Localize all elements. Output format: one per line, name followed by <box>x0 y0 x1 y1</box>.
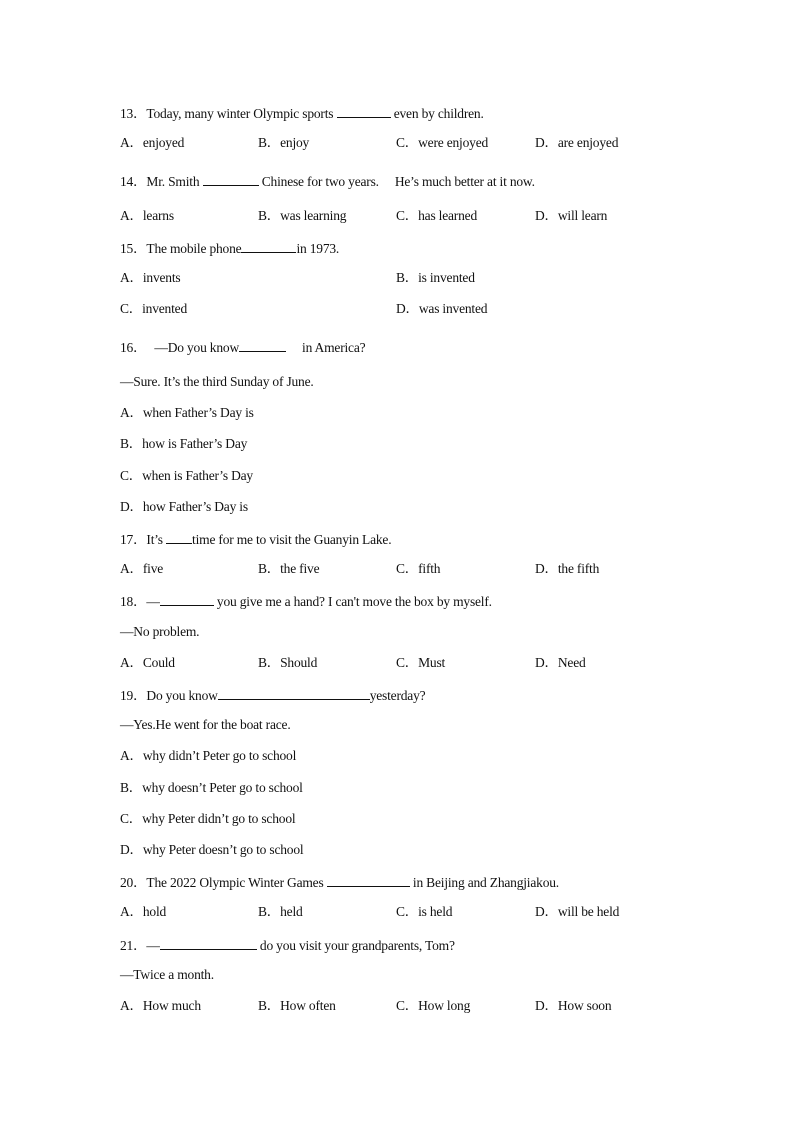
options-15-row1 <box>120 270 674 286</box>
question-number: 21． <box>120 938 147 953</box>
option-d[interactable]: D．are enjoyed <box>535 135 619 150</box>
answer-blank <box>160 936 257 950</box>
dash: — <box>146 938 160 953</box>
question-17 <box>120 530 391 548</box>
question-text: The mobile phone <box>146 241 242 256</box>
question-number: 19． <box>120 688 147 703</box>
question-text: in 1973. <box>296 241 340 256</box>
question-text: yesterday? <box>369 688 426 703</box>
question-14 <box>120 172 535 190</box>
question-text: time for me to visit the Guanyin Lake. <box>192 532 392 547</box>
dialogue-reply: —Yes.He went for the boat race. <box>120 717 291 732</box>
answer-blank <box>327 873 410 887</box>
answer-blank <box>241 239 296 253</box>
option-d[interactable]: D．Need <box>535 655 586 670</box>
option-a[interactable]: A．invents <box>120 270 181 285</box>
options-13 <box>120 135 674 151</box>
question-text: do you visit your grandparents, Tom? <box>259 938 455 953</box>
dialogue-reply: —No problem. <box>120 624 200 639</box>
question-text: The 2022 Olympic Winter Games <box>146 875 324 890</box>
option-b[interactable]: B．is invented <box>396 270 475 285</box>
question-text: you give me a hand? I can't move the box by myself. <box>216 594 492 609</box>
option-a[interactable]: A．five <box>120 561 164 576</box>
question-text: Chinese for two years. <box>261 174 379 189</box>
question-number: 17． <box>120 532 147 547</box>
question-20 <box>120 873 559 891</box>
option-d[interactable]: D．will be held <box>535 904 620 919</box>
options-15-row2 <box>120 301 674 317</box>
question-text: —Do you know <box>154 340 240 355</box>
question-number: 20． <box>120 875 147 890</box>
question-text: in America? <box>302 340 366 355</box>
answer-blank <box>218 686 370 700</box>
question-text: It’s <box>146 532 163 547</box>
answer-blank <box>239 338 286 352</box>
option-b[interactable]: B．how is Father’s Day <box>120 436 248 451</box>
option-b[interactable]: B．Should <box>258 655 318 670</box>
option-d[interactable]: D．why Peter doesn’t go to school <box>120 842 304 857</box>
dialogue-reply: —Sure. It’s the third Sunday of June. <box>120 374 314 389</box>
option-b[interactable]: B．enjoy <box>258 135 310 150</box>
options-21 <box>120 998 674 1014</box>
answer-blank <box>203 172 259 186</box>
question-number: 14． <box>120 174 147 189</box>
dialogue-reply: —Twice a month. <box>120 967 214 982</box>
option-c[interactable]: C．fifth <box>396 561 441 576</box>
question-number: 15． <box>120 241 147 256</box>
dash: — <box>146 594 160 609</box>
question-number: 18． <box>120 594 147 609</box>
question-21 <box>120 936 455 954</box>
question-number: 16． <box>120 340 147 355</box>
option-d[interactable]: D．How soon <box>535 998 612 1013</box>
question-number: 13． <box>120 106 147 121</box>
option-c[interactable]: C．invented <box>120 301 187 316</box>
options-14 <box>120 208 674 224</box>
option-b[interactable]: B．held <box>258 904 303 919</box>
option-d[interactable]: D．was invented <box>396 301 488 316</box>
answer-blank <box>337 104 391 118</box>
option-a[interactable]: A．learns <box>120 208 174 223</box>
question-text: even by children. <box>393 106 484 121</box>
option-d[interactable]: D．how Father’s Day is <box>120 499 248 514</box>
option-b[interactable]: B．How often <box>258 998 336 1013</box>
option-a[interactable]: A．enjoyed <box>120 135 185 150</box>
question-text: in Beijing and Zhangjiakou. <box>412 875 559 890</box>
question-text: Today, many winter Olympic sports <box>146 106 334 121</box>
question-13 <box>120 104 484 122</box>
option-d[interactable]: D．will learn <box>535 208 608 223</box>
option-a[interactable]: A．How much <box>120 998 201 1013</box>
options-20 <box>120 904 674 920</box>
option-b[interactable]: B．the five <box>258 561 320 576</box>
answer-blank <box>166 530 192 544</box>
option-a[interactable]: A．hold <box>120 904 167 919</box>
question-15 <box>120 239 339 257</box>
option-b[interactable]: B．was learning <box>258 208 347 223</box>
question-16 <box>120 338 365 356</box>
question-18 <box>120 592 492 610</box>
option-c[interactable]: C．when is Father’s Day <box>120 468 253 483</box>
option-c[interactable]: C．How long <box>396 998 471 1013</box>
option-a[interactable]: A．when Father’s Day is <box>120 405 254 420</box>
option-c[interactable]: C．has learned <box>396 208 477 223</box>
option-c[interactable]: C．why Peter didn’t go to school <box>120 811 296 826</box>
question-19 <box>120 686 425 704</box>
question-text-continued: He’s much better at it now. <box>394 174 535 189</box>
option-b[interactable]: B．why doesn’t Peter go to school <box>120 780 303 795</box>
option-d[interactable]: D．the fifth <box>535 561 600 576</box>
answer-blank <box>160 592 214 606</box>
question-text: Do you know <box>146 688 218 703</box>
question-text: Mr. Smith <box>146 174 200 189</box>
option-a[interactable]: A．why didn’t Peter go to school <box>120 748 297 763</box>
option-c[interactable]: C．Must <box>396 655 446 670</box>
options-17 <box>120 561 674 577</box>
option-a[interactable]: A．Could <box>120 655 175 670</box>
option-c[interactable]: C．is held <box>396 904 453 919</box>
option-c[interactable]: C．were enjoyed <box>396 135 489 150</box>
options-18 <box>120 655 674 671</box>
